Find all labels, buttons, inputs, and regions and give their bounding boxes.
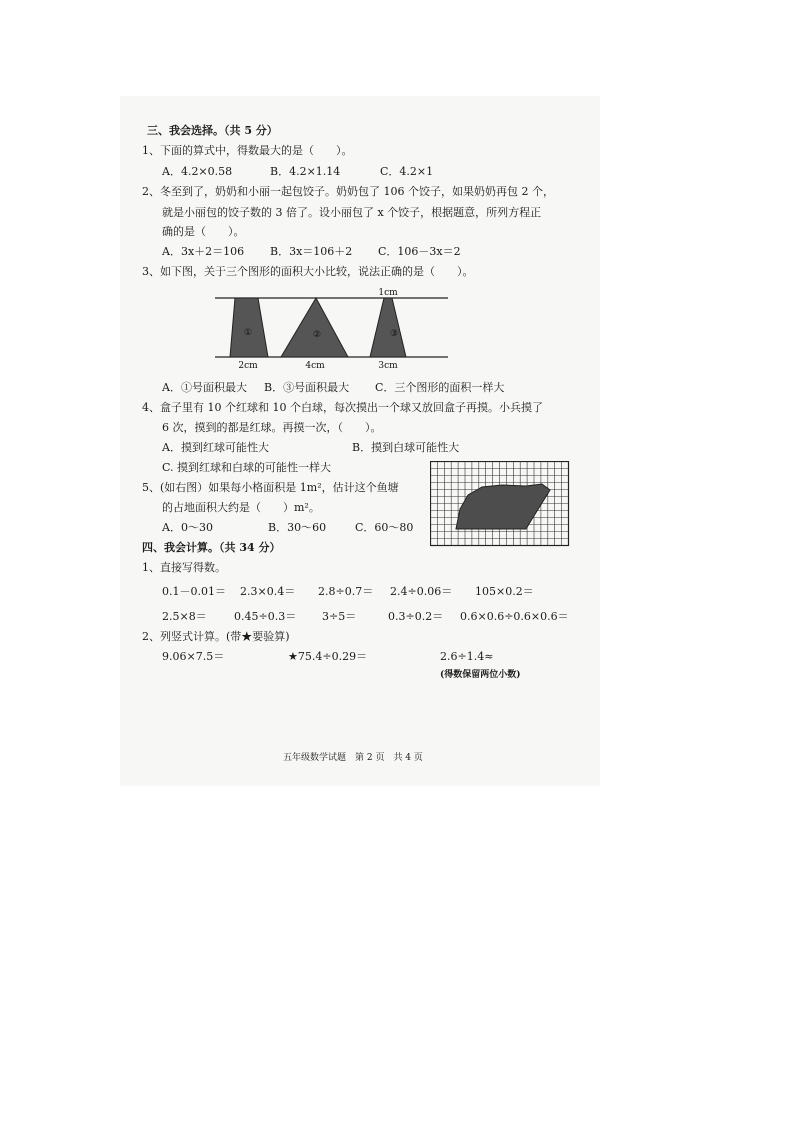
calc-r1-2: 2.3×0.4＝ <box>240 585 296 598</box>
calc-r1-5: 105×0.2＝ <box>475 585 534 598</box>
section4-heading: 四、我会计算。（共 34 分） <box>142 541 281 554</box>
calc-r2-1: 2.5×8＝ <box>162 610 207 623</box>
page-footer: 五年级数学试题 第 2 页 共 4 页 <box>283 753 423 763</box>
part2-title: 2、列竖式计算。(带★要验算) <box>142 630 290 643</box>
q3-figure <box>210 284 455 372</box>
q3-option-c: C．三个图形的面积一样大 <box>375 381 505 394</box>
q2-option-b: B．3x＝106＋2 <box>270 245 353 258</box>
q2-line3: 确的是（ ）。 <box>162 225 245 238</box>
calc-r2-2: 0.45÷0.3＝ <box>234 610 297 623</box>
bottom-label-3: 3cm <box>378 361 398 371</box>
top-label: 1cm <box>378 288 398 298</box>
fishpond-shape <box>456 484 550 529</box>
calc-r1-3: 2.8÷0.7＝ <box>318 585 374 598</box>
q5-fishpond-grid <box>430 461 570 547</box>
shape-3-trapezoid <box>370 298 406 357</box>
q4-line1: 4、盒子里有 10 个红球和 10 个白球，每次摸出一个球又放回盒子再摸。小兵摸了 <box>142 401 543 414</box>
bottom-label-1: 2cm <box>238 361 258 371</box>
vertical-calc-3: 2.6÷1.4≈ <box>440 650 494 663</box>
calc-r1-1: 0.1－0.01＝ <box>162 585 226 598</box>
q5-line1: 5、(如右图）如果每小格面积是 1m²，估计这个鱼塘 <box>142 481 399 494</box>
q1-option-c: C．4.2×1 <box>380 165 434 178</box>
shape-1-label: ① <box>243 328 253 338</box>
q3-option-b: B．③号面积最大 <box>264 381 350 394</box>
calc-r2-3: 3÷5＝ <box>322 610 357 623</box>
calc-r2-4: 0.3÷0.2＝ <box>388 610 444 623</box>
q4-line2: 6 次，摸到的都是红球。再摸一次，（ ）。 <box>162 421 382 434</box>
q4-option-c: C. 摸到红球和白球的可能性一样大 <box>162 461 332 474</box>
bottom-label-2: 4cm <box>305 361 325 371</box>
q2-option-a: A．3x＋2＝106 <box>162 245 245 258</box>
q5-option-c: C．60～80 <box>355 521 414 534</box>
calc-r2-5: 0.6×0.6÷0.6×0.6＝ <box>460 610 569 623</box>
q1-option-b: B．4.2×1.14 <box>270 165 341 178</box>
q4-option-a: A．摸到红球可能性大 <box>162 441 269 454</box>
q1-text: 1、下面的算式中，得数最大的是（ ）。 <box>142 144 353 157</box>
q5-option-a: A．0～30 <box>162 521 213 534</box>
part1-title: 1、直接写得数。 <box>142 561 226 574</box>
q5-option-b: B．30～60 <box>268 521 327 534</box>
q3-option-a: A．①号面积最大 <box>162 381 247 394</box>
q4-option-b: B．摸到白球可能性大 <box>352 441 460 454</box>
vertical-calc-2: ★75.4÷0.29＝ <box>288 650 368 663</box>
q3-text: 3、如下图，关于三个图形的面积大小比较，说法正确的是（ ）。 <box>142 265 474 278</box>
q2-line1: 2、冬至到了，奶奶和小丽一起包饺子。奶奶包了 106 个饺子，如果奶奶再包 2 个， <box>142 185 554 198</box>
rounding-note: (得数保留两位小数) <box>440 670 521 680</box>
q2-line2: 就是小丽包的饺子数的 3 倍了。设小丽包了 x 个饺子，根据题意，所列方程正 <box>162 206 542 219</box>
shape-3-label: ③ <box>389 329 399 339</box>
q5-line2: 的占地面积大约是（ ）m²。 <box>162 501 320 514</box>
section3-heading: 三、我会选择。（共 5 分） <box>147 124 278 137</box>
shape-2-triangle <box>281 298 348 357</box>
q1-option-a: A．4.2×0.58 <box>162 165 233 178</box>
q2-option-c: C．106－3x＝2 <box>378 245 461 258</box>
vertical-calc-1: 9.06×7.5＝ <box>162 650 225 663</box>
calc-r1-4: 2.4÷0.06＝ <box>390 585 453 598</box>
shape-2-label: ② <box>312 330 322 340</box>
